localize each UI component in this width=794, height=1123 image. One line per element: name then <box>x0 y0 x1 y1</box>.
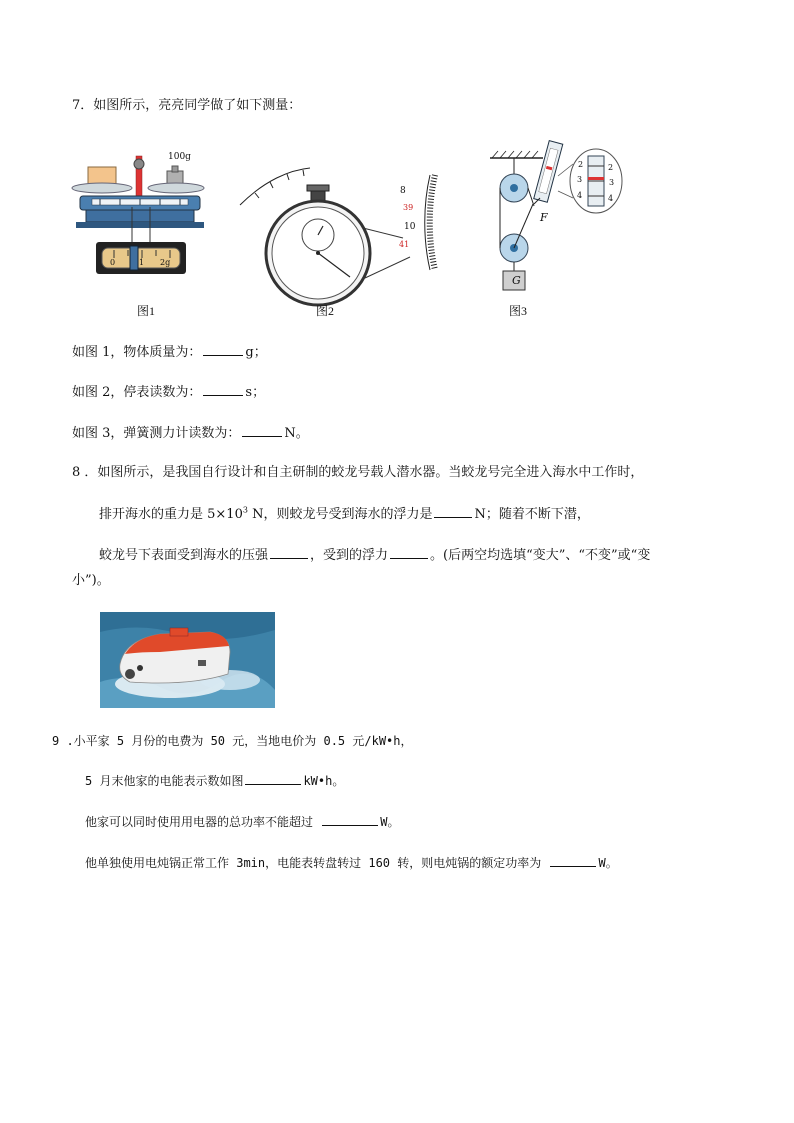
q8-line-2-mid: N，则蛟龙号受到海水的浮力是 <box>247 507 433 522</box>
q9-line-1: 9 .小平家 5 月份的电费为 50 元，当地电价为 0.5 元/kW•h， <box>52 734 413 748</box>
q9-line-2-prefix: 5 月末他家的电能表示数如图 <box>85 774 244 788</box>
fig3-force-label-f: F <box>540 211 548 224</box>
figure-caption-3: 图3 <box>509 304 528 318</box>
answer-blank-buoyancy[interactable] <box>434 505 472 518</box>
answer-blank-pressure[interactable] <box>270 546 308 559</box>
fig1-scale-label-1: 1 <box>139 258 145 267</box>
fig2-scale-label-10: 10 <box>404 222 416 232</box>
q7-line-2-prefix: 如图 2，停表读数为： <box>72 385 202 400</box>
q9-line-3 <box>85 813 399 831</box>
q9-line-2-suffix: kW•h。 <box>303 774 345 788</box>
fig3-weight-label-g: G <box>512 274 521 287</box>
q9-line-4 <box>85 854 618 872</box>
q8-line-3-prefix: 蛟龙号下表面受到海水的压强 <box>99 548 269 563</box>
q9-line-3-suffix: W。 <box>380 815 400 829</box>
q8-exponent: 3 <box>242 505 248 515</box>
answer-blank-spring-scale[interactable] <box>242 424 282 437</box>
fig1-scale-label-0: 0 <box>110 258 116 267</box>
q7-intro: 7．如图所示，亮亮同学做了如下测量： <box>72 98 302 113</box>
fig3-scale-label-right-3: 3 <box>609 178 615 187</box>
q7-line-1 <box>72 343 267 362</box>
q7-line-3-suffix: N。 <box>284 426 309 441</box>
answer-blank-meter-reading[interactable] <box>245 772 301 785</box>
q8-line-2-prefix: 排开海水的重力是 5×10 <box>99 507 243 522</box>
q9-line-2 <box>85 772 344 790</box>
fig2-scale-label-41: 41 <box>399 240 410 249</box>
q8-line-4: 小”)。 <box>72 573 110 588</box>
q9-line-4-suffix: W。 <box>598 856 618 870</box>
q8-line-3-suffix: 。(后两空均选填“变大”、“不变”或“变 <box>430 548 651 563</box>
answer-blank-stopwatch[interactable] <box>203 383 243 396</box>
answer-blank-buoyancy-change[interactable] <box>390 546 428 559</box>
q8-line-2 <box>99 505 590 524</box>
answer-blank-max-power[interactable] <box>322 813 378 826</box>
answer-blank-rated-power[interactable] <box>550 854 596 867</box>
q7-line-2-suffix: s； <box>245 385 266 400</box>
q8-line-2-suffix: N；随着不断下潜， <box>474 507 590 522</box>
q7-line-3-prefix: 如图 3，弹簧测力计读数为： <box>72 426 241 441</box>
fig3-scale-label-right-2: 2 <box>608 163 614 172</box>
submarine-photo <box>100 612 275 708</box>
q9-line-3-prefix: 他家可以同时使用用电器的总功率不能超过 <box>85 815 321 829</box>
q7-line-3 <box>72 424 309 443</box>
fig1-scale-label-2g: 2g <box>160 258 171 267</box>
q7-line-1-prefix: 如图 1，物体质量为： <box>72 345 202 360</box>
fig3-scale-label-left-4: 4 <box>577 191 583 200</box>
q8-line-3 <box>99 546 650 565</box>
figure-caption-1: 图1 <box>137 304 156 318</box>
fig2-scale-label-39: 39 <box>403 203 414 212</box>
q7-line-1-suffix: g； <box>245 345 267 360</box>
fig3-scale-label-left-3: 3 <box>577 175 583 184</box>
q8-line-3-mid: ，受到的浮力 <box>310 548 389 563</box>
fig1-weight-label: 100g <box>168 152 191 162</box>
q9-line-4-prefix: 他单独使用电炖锅正常工作 3min，电能表转盘转过 160 转，则电炖锅的额定功率为 <box>85 856 549 870</box>
fig3-scale-label-right-4: 4 <box>608 194 614 203</box>
answer-blank-mass[interactable] <box>203 343 243 356</box>
fig3-scale-label-left-2: 2 <box>578 160 584 169</box>
fig2-scale-label-8: 8 <box>400 186 406 196</box>
q7-line-2 <box>72 383 265 402</box>
q8-line-1: 8 ．如图所示，是我国自行设计和自主研制的蛟龙号载人潜水器。当蛟龙号完全进入海水中工作时， <box>72 465 644 480</box>
fig3-pulley-diagram <box>488 136 623 296</box>
figure-caption-2: 图2 <box>316 304 335 318</box>
